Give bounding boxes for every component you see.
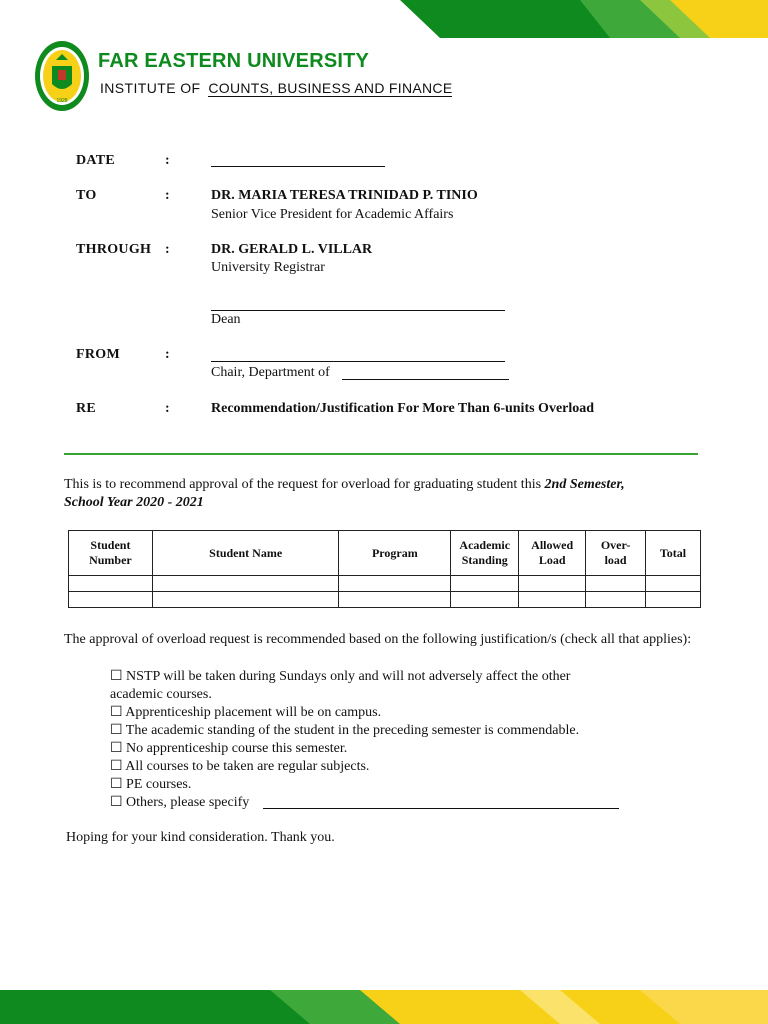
university-seal-logo (34, 40, 90, 112)
checklist-item-nstp[interactable]: ☐ NSTP will be taken during Sundays only and will not adversely affect the other (110, 669, 571, 684)
table-cell[interactable] (69, 592, 153, 608)
col-header-allowed-load: Allowed Load (519, 531, 586, 576)
institute-prefix: INSTITUTE OF (100, 80, 201, 96)
col-header-student-name: Student Name (152, 531, 339, 576)
dean-signature-line[interactable] (211, 310, 505, 311)
table-row (69, 592, 701, 608)
date-label: DATE (76, 153, 116, 168)
from-label: FROM (76, 347, 120, 362)
through-label: THROUGH (76, 242, 152, 257)
through-title: University Registrar (211, 260, 325, 275)
table-cell[interactable] (152, 592, 339, 608)
to-title: Senior Vice President for Academic Affairs (211, 207, 454, 222)
table-cell[interactable] (586, 592, 646, 608)
through-colon: : (165, 242, 170, 257)
from-colon: : (165, 347, 170, 362)
through-name: DR. GERALD L. VILLAR (211, 242, 373, 257)
checklist-item-regular-subjects[interactable]: ☐ All courses to be taken are regular subjects. (110, 759, 370, 774)
others-label: ☐ Others, please specify (110, 795, 250, 810)
table-row (69, 576, 701, 592)
checklist-item-academic-standing[interactable]: ☐ The academic standing of the student in the preceding semester is commendable. (110, 723, 580, 738)
table-cell[interactable] (586, 576, 646, 592)
checklist-item-others[interactable] (110, 794, 650, 812)
header-color-bars (0, 0, 768, 42)
date-colon: : (165, 153, 170, 168)
to-label: TO (76, 188, 97, 203)
table-cell[interactable] (69, 576, 153, 592)
student-overload-table (68, 530, 701, 608)
institute-line (100, 80, 452, 97)
from-signature-line[interactable] (211, 361, 505, 362)
table-cell[interactable] (646, 592, 701, 608)
re-subject: Recommendation/Justification For More Than 6-units Overload (211, 401, 595, 416)
re-label: RE (76, 401, 97, 416)
table-cell[interactable] (451, 592, 519, 608)
closing-line: Hoping for your kind consideration. Thank you. (66, 830, 335, 845)
col-header-student-number: Student Number (69, 531, 153, 576)
col-header-program: Program (339, 531, 451, 576)
to-colon: : (165, 188, 170, 203)
intro-text: This is to recommend approval of the request for overload for graduating student this (64, 477, 545, 492)
checklist-item-apprenticeship-campus[interactable]: ☐ Apprenticeship placement will be on campus. (110, 705, 382, 720)
table-header-row (69, 531, 701, 576)
col-header-total: Total (646, 531, 701, 576)
svg-text:1928: 1928 (56, 98, 68, 104)
table-cell[interactable] (152, 576, 339, 592)
justification-checklist (110, 668, 650, 812)
checklist-item-no-apprenticeship[interactable]: ☐ No apprenticeship course this semester. (110, 741, 348, 756)
checklist-item-pe-courses[interactable]: ☐ PE courses. (110, 777, 192, 792)
footer-color-bars (0, 986, 768, 1024)
others-blank-line[interactable] (263, 808, 619, 809)
table-cell[interactable] (451, 576, 519, 592)
institute-name: COUNTS, BUSINESS AND FINANCE (208, 80, 453, 96)
table-cell[interactable] (519, 576, 586, 592)
table-cell[interactable] (339, 592, 451, 608)
section-divider (64, 453, 698, 455)
table-cell[interactable] (519, 592, 586, 608)
university-name: FAR EASTERN UNIVERSITY (98, 50, 370, 72)
table-cell[interactable] (646, 576, 701, 592)
re-colon: : (165, 401, 170, 416)
intro-paragraph (64, 476, 704, 512)
department-blank-line[interactable] (342, 379, 509, 380)
chair-label: Chair, Department of (211, 365, 330, 380)
col-header-academic-standing: Academic Standing (451, 531, 519, 576)
justification-intro: The approval of overload request is recommended based on the following justification/s (check all that applies): (64, 632, 692, 647)
col-header-overload: Over- load (586, 531, 646, 576)
table-cell[interactable] (339, 576, 451, 592)
semester-text: 2nd Semester, (544, 477, 625, 492)
date-blank-line[interactable] (211, 166, 385, 167)
checklist-item-nstp-cont: academic courses. (110, 687, 212, 702)
school-year-text: School Year 2020 - 2021 (64, 495, 204, 510)
dean-label: Dean (211, 312, 241, 327)
to-name: DR. MARIA TERESA TRINIDAD P. TINIO (211, 188, 478, 203)
